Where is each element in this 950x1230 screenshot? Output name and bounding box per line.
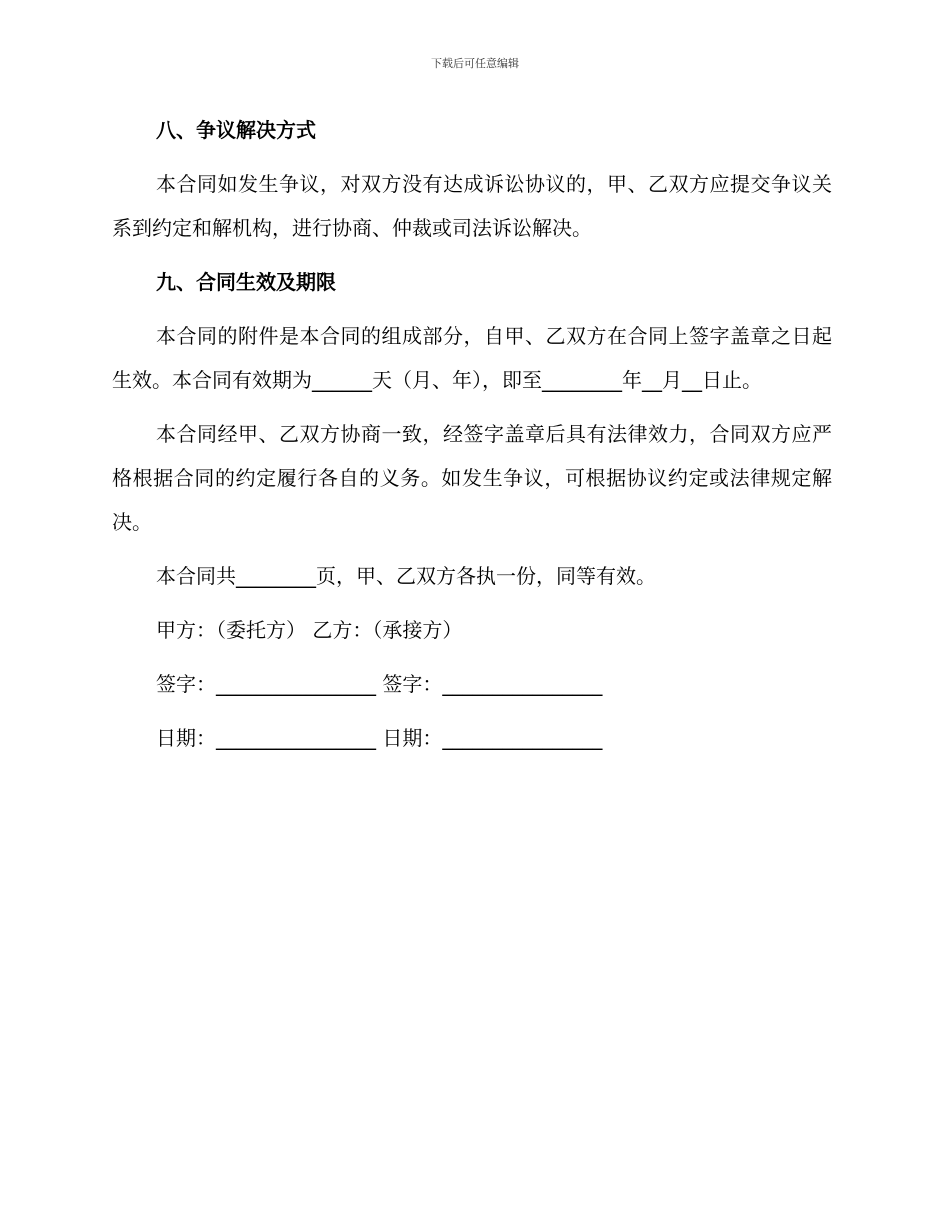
signature-line: 签字：________________ 签字：________________ xyxy=(156,672,603,696)
dispute-paragraph: 本合同如发生争议，对双方没有达成诉讼协议的，甲、乙双方应提交争议关系到约定和解机构，进行协商、仲裁或司法诉讼解决。 xyxy=(112,172,832,240)
legal-effect-paragraph: 本合同经甲、乙双方协商一致，经签字盖章后具有法律效力，合同双方应严格根据合同的约定履行各自的义务。如发生争议，可根据协议约定或法律规定解决。 xyxy=(112,422,832,534)
copies-paragraph: 本合同共________页，甲、乙双方各执一份，同等有效。 xyxy=(156,564,656,588)
validity-paragraph: 本合同的附件是本合同的组成部分，自甲、乙双方在合同上签字盖章之日起生效。本合同有效期为______天（月、年），即至________年__月__日止。 xyxy=(112,324,832,392)
section-heading-validity: 九、合同生效及期限 xyxy=(156,270,336,294)
date-line: 日期：________________ 日期：________________ xyxy=(156,726,603,750)
header-note: 下载后可任意编辑 xyxy=(431,57,519,70)
section-heading-dispute: 八、争议解决方式 xyxy=(156,118,316,142)
contract-body xyxy=(112,108,832,770)
parties-line: 甲方：（委托方） 乙方：（承接方） xyxy=(156,618,463,642)
